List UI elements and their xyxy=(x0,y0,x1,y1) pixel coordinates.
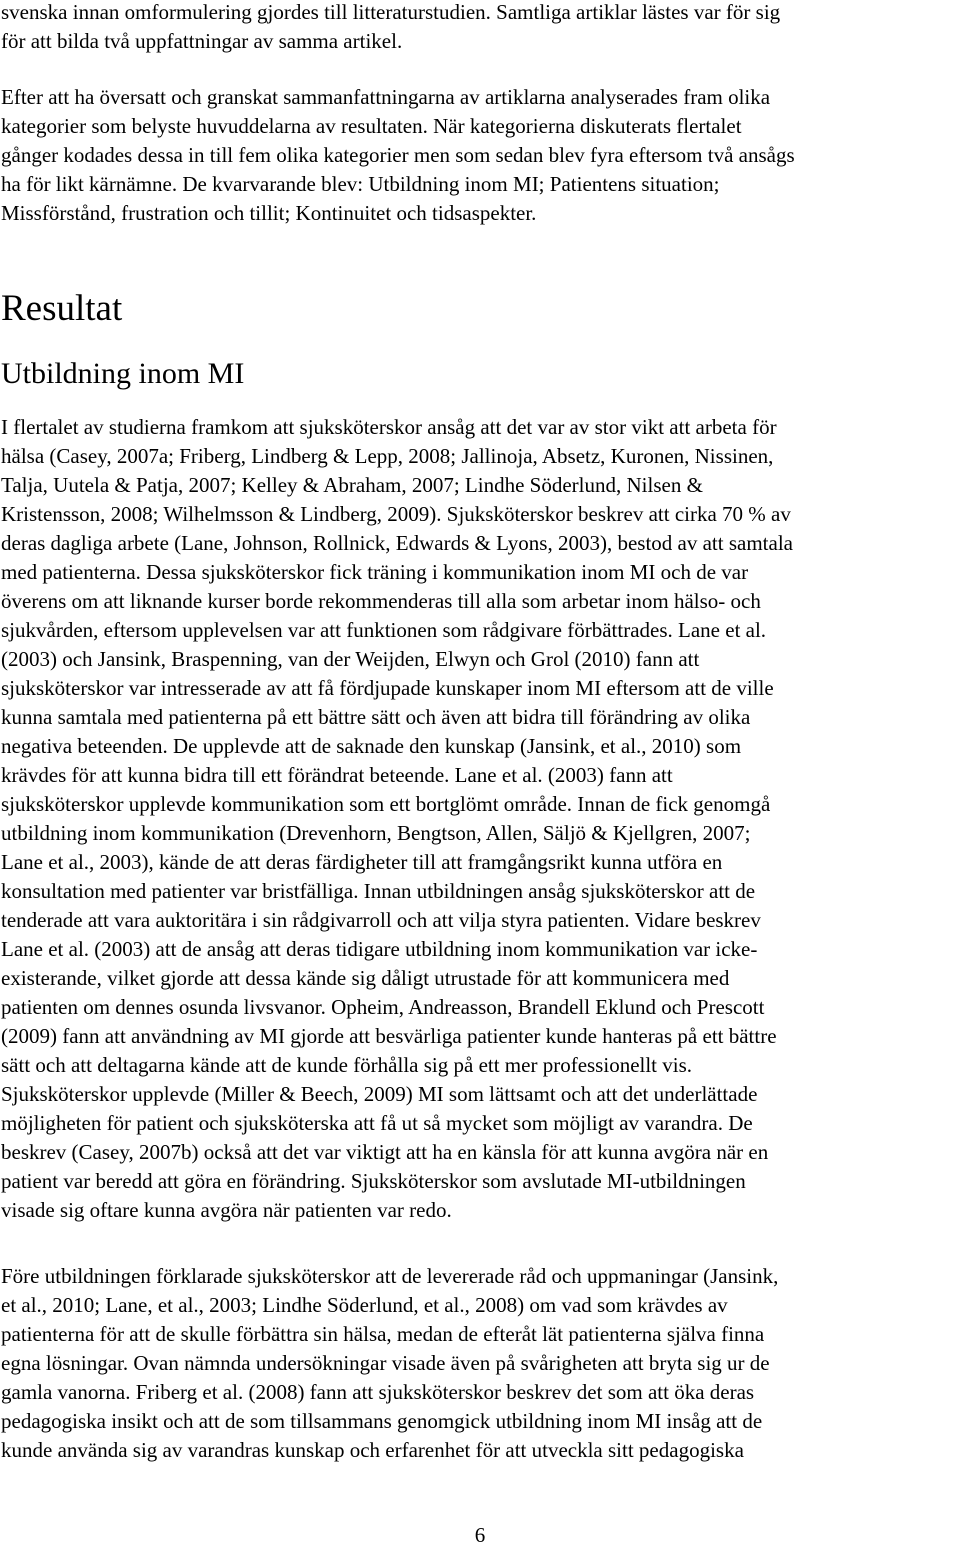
text-line: beskrev (Casey, 2007b) också att det var viktigt att ha en känsla för att kunna avgöra när en xyxy=(1,1140,769,1164)
text-line: (2003) och Jansink, Braspenning, van der Weijden, Elwyn och Grol (2010) fann att xyxy=(1,647,700,671)
text-line: utbildning inom kommunikation (Drevenhorn, Bengtson, Allen, Säljö & Kjellgren, 2007; xyxy=(1,821,751,845)
text-line: kunna samtala med patienterna på ett bättre sätt och även att bidra till förändring av olika xyxy=(1,705,751,729)
text-line: konsultation med patienter var bristfälliga. Innan utbildningen ansåg sjuksköterskor att de xyxy=(1,879,756,903)
text-line: möjligheten för patient och sjuksköterska att få ut så mycket som möjligt av varandra. De xyxy=(1,1111,753,1135)
text-line: Missförstånd, frustration och tillit; Kontinuitet och tidsaspekter. xyxy=(1,201,537,225)
text-line: pedagogiska insikt och att de som tillsammans genomgick utbildning inom MI insåg att de xyxy=(1,1409,763,1433)
text-line: egna lösningar. Ovan nämnda undersökningar visade även på svårigheten att bryta sig ur de xyxy=(1,1351,770,1375)
paragraph-result-2 xyxy=(1,1262,778,1465)
text-line: sjukvården, eftersom upplevelsen var att funktionen som rådgivare förbättrades. Lane et al. xyxy=(1,618,767,642)
text-line: Lane et al., 2003), kände de att deras färdigheter till att framgångsrikt kunna utföra en xyxy=(1,850,723,874)
text-line: visade sig oftare kunna avgöra när patienten var redo. xyxy=(1,1198,452,1222)
text-line: gamla vanorna. Friberg et al. (2008) fann att sjuksköterskor beskrev det som att öka deras xyxy=(1,1380,755,1404)
text-line: existerande, vilket gjorde att dessa kände sig dåligt utrustade för att kommunicera med xyxy=(1,966,730,990)
text-line: patienten om dennes osunda livsvanor. Opheim, Andreasson, Brandell Eklund och Prescott xyxy=(1,995,765,1019)
text-line: et al., 2010; Lane, et al., 2003; Lindhe Söderlund, et al., 2008) om vad som krävdes av xyxy=(1,1293,728,1317)
subsection-heading: Utbildning inom MI xyxy=(1,357,245,390)
text-line: för att bilda två uppfattningar av samma artikel. xyxy=(1,29,403,53)
text-line: kategorier som belyste huvuddelarna av resultaten. När kategorierna diskuterats flertalet xyxy=(1,114,742,138)
page-number: 6 xyxy=(474,1523,486,1547)
text-line: patienterna för att de skulle förbättra sin hälsa, medan de efteråt lät patienterna själva finna xyxy=(1,1322,765,1346)
text-line: sjuksköterskor upplevde kommunikation som ett bortglömt område. Innan de fick genomgå xyxy=(1,792,771,816)
text-line: Lane et al. (2003) att de ansåg att deras tidigare utbildning inom kommunikation var icke- xyxy=(1,937,758,961)
text-line: hälsa (Casey, 2007a; Friberg, Lindberg & Lepp, 2008; Jallinoja, Absetz, Kuronen, Nissinen, xyxy=(1,444,774,468)
text-line: tenderade att vara auktoritära i sin rådgivarroll och att vilja styra patienten. Vidare beskrev xyxy=(1,908,761,932)
text-line: gånger kodades dessa in till fem olika kategorier men som sedan blev fyra eftersom två ansågs xyxy=(1,143,795,167)
text-line: Efter att ha översatt och granskat sammanfattningarna av artiklarna analyserades fram olika xyxy=(1,85,771,109)
text-line: (2009) fann att användning av MI gjorde att besvärliga patienter kunde hanteras på ett bättre xyxy=(1,1024,777,1048)
text-line: sätt och att deltagarna kände att de kunde förhålla sig på ett mer professionellt vis. xyxy=(1,1053,693,1077)
text-line: I flertalet av studierna framkom att sjuksköterskor ansåg att det var av stor vikt att arbeta för xyxy=(1,415,777,439)
section-heading: Resultat xyxy=(1,288,123,329)
text-line: Kristensson, 2008; Wilhelmsson & Lindberg, 2009). Sjuksköterskor beskrev att cirka 70 % av xyxy=(1,502,791,526)
paragraph-result-1 xyxy=(1,413,793,1225)
text-line: sjuksköterskor var intresserade av att få fördjupade kunskaper inom MI eftersom att de ville xyxy=(1,676,774,700)
paragraph-method-analysis xyxy=(1,83,795,228)
text-line: Före utbildningen förklarade sjuksköterskor att de levererade råd och uppmaningar (Jansink, xyxy=(1,1264,779,1288)
text-line: överens om att liknande kurser borde rekommenderas till alla som arbetar inom hälso- och xyxy=(1,589,761,613)
text-line: patient var beredd att göra en förändring. Sjuksköterskor som avslutade MI-utbildningen xyxy=(1,1169,746,1193)
text-line: ha för likt kärnämne. De kvarvarande blev: Utbildning inom MI; Patientens situation; xyxy=(1,172,720,196)
text-line: deras dagliga arbete (Lane, Johnson, Rollnick, Edwards & Lyons, 2003), bestod av att samtala xyxy=(1,531,793,555)
text-line: negativa beteenden. De upplevde att de saknade den kunskap (Jansink, et al., 2010) som xyxy=(1,734,742,758)
paragraph-intro-tail xyxy=(1,0,780,56)
text-line: Talja, Uutela & Patja, 2007; Kelley & Abraham, 2007; Lindhe Söderlund, Nilsen & xyxy=(1,473,703,497)
text-line: med patienterna. Dessa sjuksköterskor fick träning i kommunikation inom MI och de var xyxy=(1,560,749,584)
text-line: krävdes för att kunna bidra till ett förändrat beteende. Lane et al. (2003) fann att xyxy=(1,763,673,787)
text-line: svenska innan omformulering gjordes till litteraturstudien. Samtliga artiklar lästes var för sig xyxy=(1,0,781,24)
text-line: kunde använda sig av varandras kunskap och erfarenhet för att utveckla sitt pedagogiska xyxy=(1,1438,744,1462)
text-line: Sjuksköterskor upplevde (Miller & Beech, 2009) MI som lättsamt och att det underlättade xyxy=(1,1082,758,1106)
